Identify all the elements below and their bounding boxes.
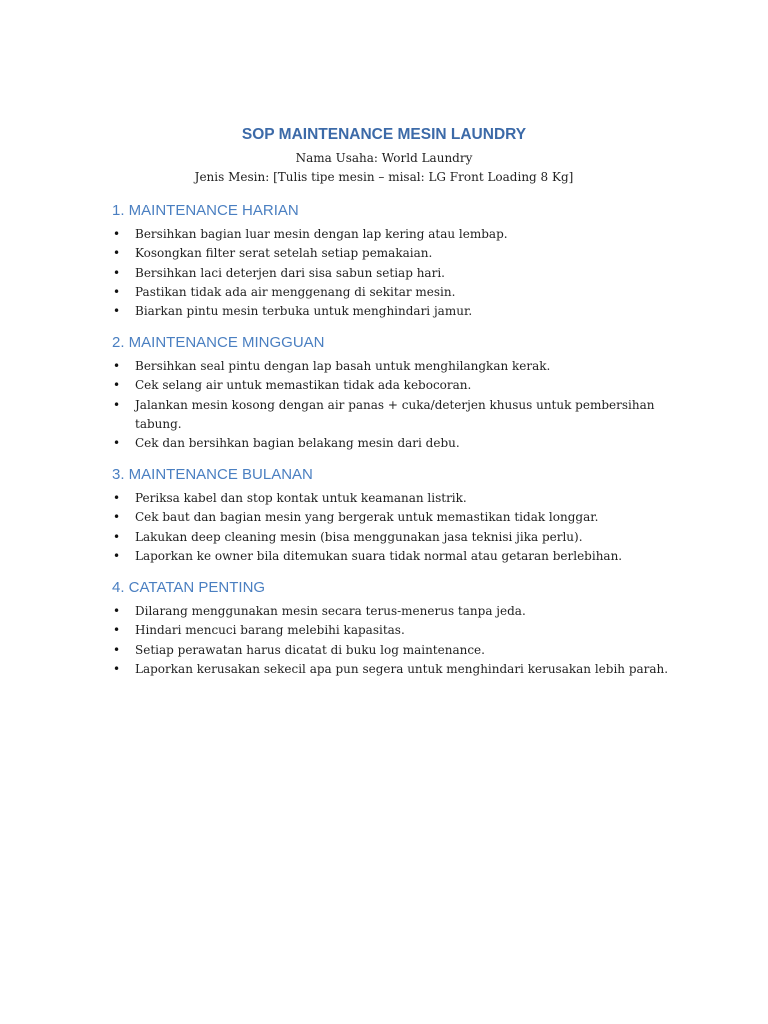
list-item-text: Laporkan kerusakan sekecil apa pun segera untuk menghindari kerusakan lebih parah. [135,661,669,676]
list-item [112,528,672,547]
document-title: SOP MAINTENANCE MESIN LAUNDRY [241,126,527,143]
section-heading: 1. MAINTENANCE HARIAN [112,202,299,219]
list-item [112,508,672,527]
bullet-icon: • [113,623,121,638]
list-item [112,621,672,640]
bullet-icon: • [113,378,121,393]
bullet-list [112,225,672,321]
list-item [112,302,672,321]
list-item [112,547,672,566]
bullet-icon: • [113,397,121,412]
section-monthly-maintenance [112,465,672,566]
list-item-text: Bersihkan seal pintu dengan lap basah untuk menghilangkan kerak. [135,359,551,373]
bullet-icon: • [113,284,121,299]
list-item-text: Bersihkan laci deterjen dari sisa sabun setiap hari. [135,265,445,280]
section-important-notes [112,578,672,679]
section-daily-maintenance [112,201,672,321]
bullet-icon: • [113,304,121,319]
business-name-line: Nama Usaha: World Laundry [295,151,473,165]
list-item-text: Cek selang air untuk memastikan tidak ada kebocoran. [135,378,472,393]
list-item [112,434,672,453]
list-item-text: Lakukan deep cleaning mesin (bisa menggunakan jasa teknisi jika perlu). [135,529,583,544]
list-item-text: Pastikan tidak ada air menggenang di sekitar mesin. [135,284,456,299]
section-weekly-maintenance [112,333,672,453]
list-item [112,225,672,244]
list-item [112,264,672,283]
bullet-icon: • [113,548,121,563]
list-item [112,244,672,263]
list-item-text: Dilarang menggunakan mesin secara terus-menerus tanpa jeda. [135,604,526,618]
bullet-icon: • [113,661,121,676]
list-item-text: Biarkan pintu mesin terbuka untuk menghindari jamur. [135,304,473,319]
list-item [112,489,672,508]
list-item-text: Laporkan ke owner bila ditemukan suara tidak normal atau getaran berlebihan. [135,548,623,563]
bullet-icon: • [113,359,121,373]
bullet-icon: • [113,510,121,525]
list-item-text: Hindari mencuci barang melebihi kapasitas. [135,623,405,638]
list-item-text: Cek dan bersihkan bagian belakang mesin dari debu. [135,436,460,451]
bullet-icon: • [113,436,121,451]
list-item-text: Jalankan mesin kosong dengan air panas + cuka/deterjen khusus untuk pembersihan tabung. [135,397,655,431]
bullet-icon: • [113,642,121,657]
list-item [112,396,672,435]
list-item [112,660,672,679]
list-item [112,376,672,395]
bullet-icon: • [113,529,121,544]
list-item-text: Setiap perawatan harus dicatat di buku log maintenance. [135,642,485,657]
list-item [112,283,672,302]
bullet-icon: • [113,227,121,241]
list-item [112,602,672,621]
bullet-icon: • [113,491,121,505]
section-heading: 3. MAINTENANCE BULANAN [112,466,313,483]
section-heading: 4. CATATAN PENTING [112,579,266,596]
bullet-icon: • [113,604,121,618]
list-item-text: Periksa kabel dan stop kontak untuk keamanan listrik. [135,491,467,505]
section-heading: 2. MAINTENANCE MINGGUAN [112,334,325,351]
bullet-list [112,602,672,679]
bullet-list [112,489,672,566]
bullet-list [112,357,672,453]
list-item [112,357,672,376]
list-item-text: Cek baut dan bagian mesin yang bergerak untuk memastikan tidak longgar. [135,510,599,525]
list-item-text: Bersihkan bagian luar mesin dengan lap kering atau lembap. [135,227,508,241]
list-item [112,641,672,660]
machine-type-line: Jenis Mesin: [Tulis tipe mesin – misal: LG Front Loading 8 Kg] [194,170,574,184]
bullet-icon: • [113,265,121,280]
list-item-text: Kosongkan filter serat setelah setiap pemakaian. [135,246,433,261]
bullet-icon: • [113,246,121,261]
